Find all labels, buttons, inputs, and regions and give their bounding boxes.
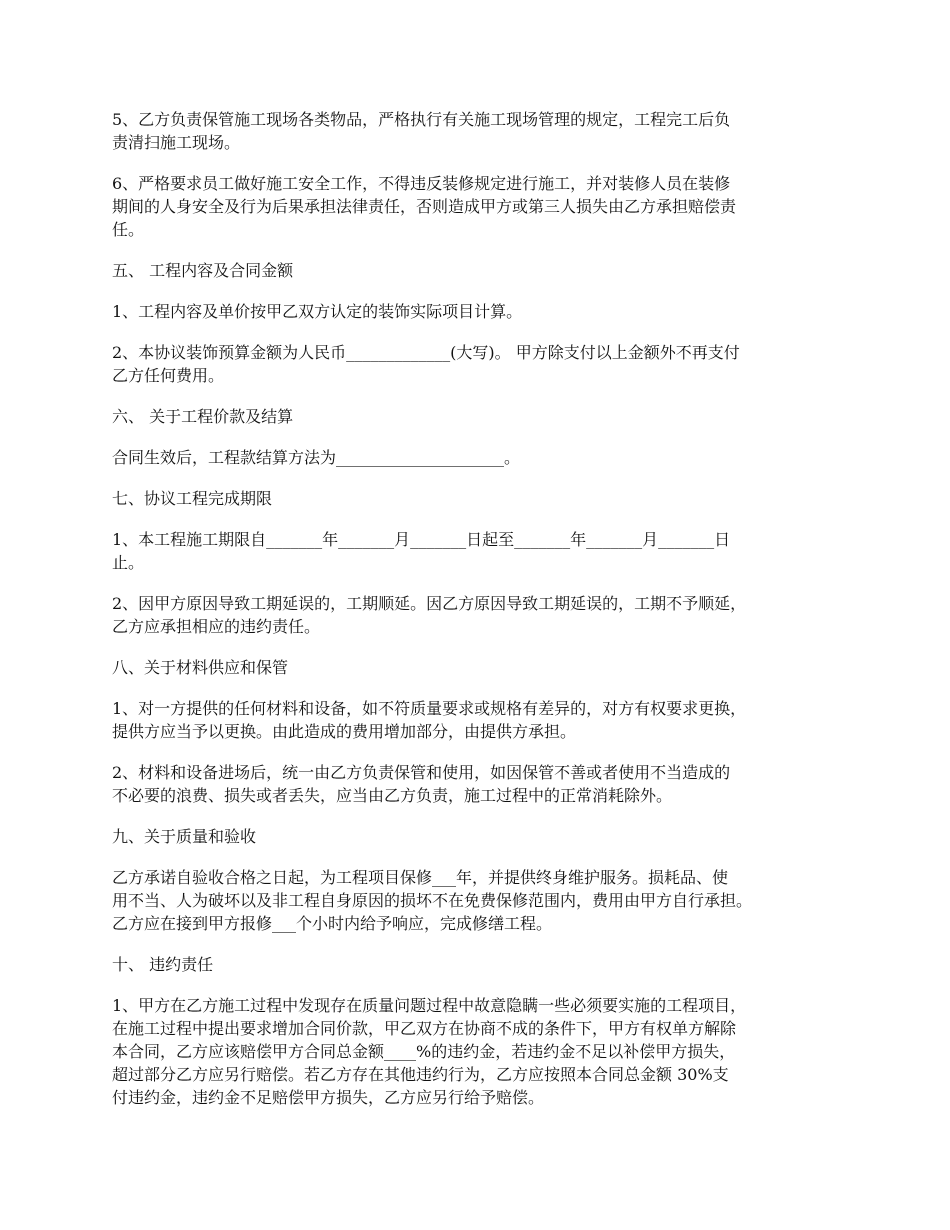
section-8-heading: 八、关于材料供应和保管 — [112, 658, 289, 677]
section-5-heading: 五、 工程内容及合同金额 — [112, 261, 294, 280]
clause-6-construction-safety: 6、严格要求员工做好施工安全工作，不得违反装修规定进行施工，并对装修人员在装修 期间的人身安全及行为后果承担法律责任，否则造成甲方或第三人损失由乙方承担赔偿责 任。 — [112, 174, 737, 239]
clause-breach-liability: 1、甲方在乙方施工过程中发现存在质量问题过程中故意隐瞒一些必须要实施的工程项目， 在施工过程中提出要求增加合同价款，甲乙双方在协商不成的条件下，甲方有权单方解除 本合同，乙方应该赔偿甲方合同总金额____%的违约金，若违约金不足以补偿甲方损失， 超过部分乙方应另行赔偿。若乙方存在其他违约行为，乙方应按照本合同总金额 30%支 付违约金，违约金不足赔偿甲方损失，乙方应另行给予赔偿。 — [112, 996, 747, 1107]
section-6-heading: 六、 关于工程价款及结算 — [112, 407, 294, 426]
section-9-heading: 九、关于质量和验收 — [112, 827, 257, 846]
clause-settlement-method: 合同生效后，工程款结算方法为_____________________。 — [112, 448, 521, 467]
clause-delay-responsibility: 2、因甲方原因导致工期延误的，工期顺延。因乙方原因导致工期延误的，工期不予顺延， 乙方应承担相应的违约责任。 — [112, 594, 747, 636]
section-7-heading: 七、协议工程完成期限 — [112, 489, 273, 508]
document-page — [112, 108, 840, 1127]
clause-budget-amount: 2、本协议装饰预算金额为人民币_____________(大写)。 甲方除支付以上金额外不再支付 乙方任何费用。 — [112, 343, 740, 385]
clause-material-replacement: 1、对一方提供的任何材料和设备，如不符质量要求或规格有差异的，对方有权要求更换， 提供方应当予以更换。由此造成的费用增加部分，由提供方承担。 — [112, 699, 747, 741]
clause-construction-period: 1、本工程施工期限自_______年_______月_______日起至_______年_______月_______日 止。 — [112, 530, 731, 572]
clause-warranty: 乙方承诺自验收合格之日起，为工程项目保修___年，并提供终身维护服务。损耗品、使 用不当、人为破坏以及非工程自身原因的损坏不在免费保修范围内，费用由甲方自行承担。 乙方应在接到甲方报修___个小时内给予响应，完成修缮工程。 — [112, 868, 753, 933]
clause-material-custody: 2、材料和设备进场后，统一由乙方负责保管和使用，如因保管不善或者使用不当造成的 不必要的浪费、损失或者丢失，应当由乙方负责，施工过程中的正常消耗除外。 — [112, 763, 731, 805]
clause-content-and-price: 1、工程内容及单价按甲乙双方认定的装饰实际项目计算。 — [112, 302, 523, 321]
section-10-heading: 十、 违约责任 — [112, 955, 214, 974]
clause-5-site-management: 5、乙方负责保管施工现场各类物品，严格执行有关施工现场管理的规定，工程完工后负 责清扫施工现场。 — [112, 110, 731, 152]
